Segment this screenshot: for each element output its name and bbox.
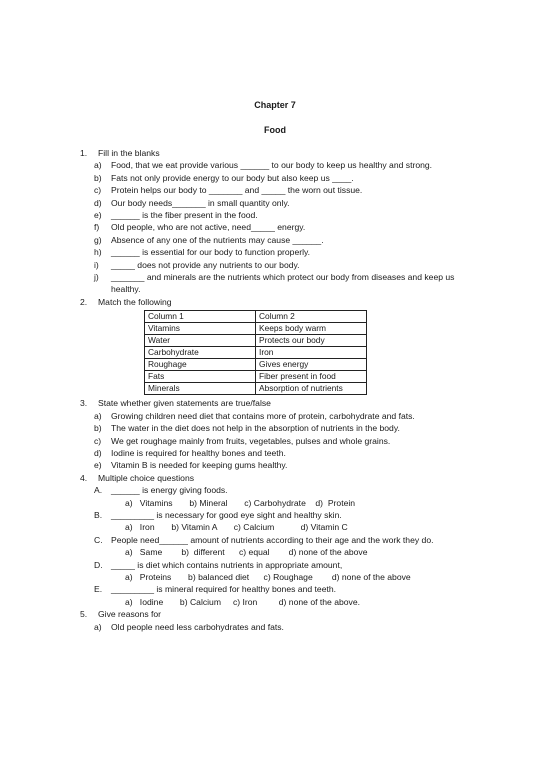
mcq-item <box>94 559 480 571</box>
item-text: Fats not only provide energy to our body but also keep us ____. <box>111 172 354 183</box>
page-title: Food <box>264 125 286 135</box>
item-text: Old people need less carbohydrates and fats. <box>111 621 284 632</box>
true-false-list <box>80 410 480 472</box>
item-text: ______ is energy giving foods. <box>111 485 228 496</box>
item-label: a) <box>94 410 102 421</box>
item-text: _____ is diet which contains nutrients in appropriate amount, <box>111 559 343 570</box>
item-text: _________ is necessary for good eye sight and healthy skin. <box>111 509 342 520</box>
list-item <box>94 234 480 246</box>
table-cell: Keeps body warm <box>256 323 367 335</box>
mcq-options: a) Vitamins b) Mineral c) Carbohydrate d) Protein <box>125 497 356 508</box>
item-label: B. <box>94 509 103 520</box>
list-item <box>94 435 480 447</box>
item-label: j) <box>94 272 99 283</box>
table-cell: Minerals <box>145 383 256 395</box>
table-header-row <box>145 311 367 323</box>
question-title: Fill in the blanks <box>98 148 160 158</box>
table-row <box>145 383 367 395</box>
table-row <box>145 347 367 359</box>
item-label: A. <box>94 485 103 496</box>
item-label: C. <box>94 534 103 545</box>
multiple-choice-list <box>80 484 480 608</box>
item-label: D. <box>94 559 103 570</box>
table-cell: Iron <box>256 347 367 359</box>
list-item <box>94 209 480 221</box>
list-item <box>94 271 480 296</box>
question-5 <box>80 608 480 620</box>
item-text: _____ does not provide any nutrients to our body. <box>111 259 300 270</box>
column-header: Column 2 <box>256 311 367 323</box>
item-label: a) <box>94 160 102 171</box>
list-item <box>94 221 480 233</box>
question-title: Give reasons for <box>98 609 162 620</box>
item-text: Our body needs_______ in small quantity only. <box>111 197 290 208</box>
table-row <box>145 359 367 371</box>
item-text: Old people, who are not active, need_____ energy. <box>111 222 306 233</box>
question-title: Match the following <box>98 296 172 307</box>
list-item <box>94 184 480 196</box>
item-label: E. <box>94 584 103 595</box>
item-label: g) <box>94 234 102 245</box>
list-item <box>94 197 480 209</box>
question-number: 2. <box>80 296 88 307</box>
item-text: Iodine is required for healthy bones and teeth. <box>111 447 286 458</box>
questions <box>80 147 480 633</box>
item-label: e) <box>94 460 102 471</box>
item-label: b) <box>94 423 102 434</box>
item-label: d) <box>94 447 102 458</box>
question-1 <box>80 147 480 159</box>
table-row <box>145 323 367 335</box>
item-label: a) <box>94 621 102 632</box>
question-title: Multiple choice questions <box>98 472 195 483</box>
mcq-options: a) Same b) different c) equal d) none of the above <box>125 547 368 558</box>
question-4 <box>80 472 480 484</box>
table-row <box>145 371 367 383</box>
question-title: State whether given statements are true/false <box>98 398 271 409</box>
item-text: ______ is the fiber present in the food. <box>111 210 258 221</box>
item-label: b) <box>94 172 102 183</box>
table-cell: Gives energy <box>256 359 367 371</box>
mcq-options: a) Iodine b) Calcium c) Iron d) none of the above. <box>125 596 361 607</box>
match-table <box>144 310 367 395</box>
list-item <box>94 459 480 471</box>
mcq-item <box>94 509 480 521</box>
question-number: 4. <box>80 472 88 483</box>
item-text: People need______ amount of nutrients according to their age and the work they do. <box>111 534 434 545</box>
item-text: Protein helps our body to _______ and _____ the worn out tissue. <box>111 185 363 196</box>
question-number: 1. <box>80 148 88 158</box>
item-text: We get roughage mainly from fruits, vegetables, pulses and whole grains. <box>111 435 391 446</box>
question-number: 3. <box>80 398 88 409</box>
item-text: Absence of any one of the nutrients may cause ______. <box>111 234 324 245</box>
list-item <box>94 259 480 271</box>
item-text: Vitamin B is needed for keeping gums healthy. <box>111 460 288 471</box>
table-cell: Absorption of nutrients <box>256 383 367 395</box>
list-item <box>94 447 480 459</box>
table-cell: Roughage <box>145 359 256 371</box>
list-item <box>94 159 480 171</box>
list-item <box>94 621 480 633</box>
item-label: c) <box>94 185 102 196</box>
column-header: Column 1 <box>145 311 256 323</box>
item-text: Growing children need diet that contains more of protein, carbohydrate and fats. <box>111 410 415 421</box>
item-label: d) <box>94 197 102 208</box>
item-text: _________ is mineral required for healthy bones and teeth. <box>111 584 337 595</box>
item-text: Food, that we eat provide various ______ to our body to keep us healthy and strong. <box>111 160 433 171</box>
item-label: c) <box>94 435 102 446</box>
table-cell: Fiber present in food <box>256 371 367 383</box>
question-number: 5. <box>80 609 88 620</box>
list-item <box>94 172 480 184</box>
item-label: f) <box>94 222 100 233</box>
fill-in-blanks-list <box>80 159 480 295</box>
mcq-item <box>94 534 480 546</box>
chapter-heading: Chapter 7 <box>254 100 296 110</box>
item-text: The water in the diet does not help in the absorption of nutrients in the body. <box>111 423 400 434</box>
item-text: ______ is essential for our body to function properly. <box>111 247 311 258</box>
mcq-options: a) Proteins b) balanced diet c) Roughage d) none of the above <box>125 571 411 582</box>
item-label: i) <box>94 259 99 270</box>
item-label: h) <box>94 247 102 258</box>
list-item <box>94 410 480 422</box>
table-cell: Water <box>145 335 256 347</box>
mcq-item <box>94 583 480 595</box>
list-item <box>94 422 480 434</box>
item-label: e) <box>94 210 102 221</box>
mcq-item <box>94 484 480 496</box>
table-cell: Carbohydrate <box>145 347 256 359</box>
table-cell: Fats <box>145 371 256 383</box>
question-3 <box>80 397 480 409</box>
table-cell: Vitamins <box>145 323 256 335</box>
item-text: _______ and minerals are the nutrients which protect our body from diseases and keep us healthy. <box>111 272 455 295</box>
list-item <box>94 246 480 258</box>
reasons-list <box>80 621 480 633</box>
question-2 <box>80 296 480 308</box>
mcq-options: a) Iron b) Vitamin A c) Calcium d) Vitamin C <box>125 522 348 533</box>
table-row <box>145 335 367 347</box>
table-cell: Protects our body <box>256 335 367 347</box>
